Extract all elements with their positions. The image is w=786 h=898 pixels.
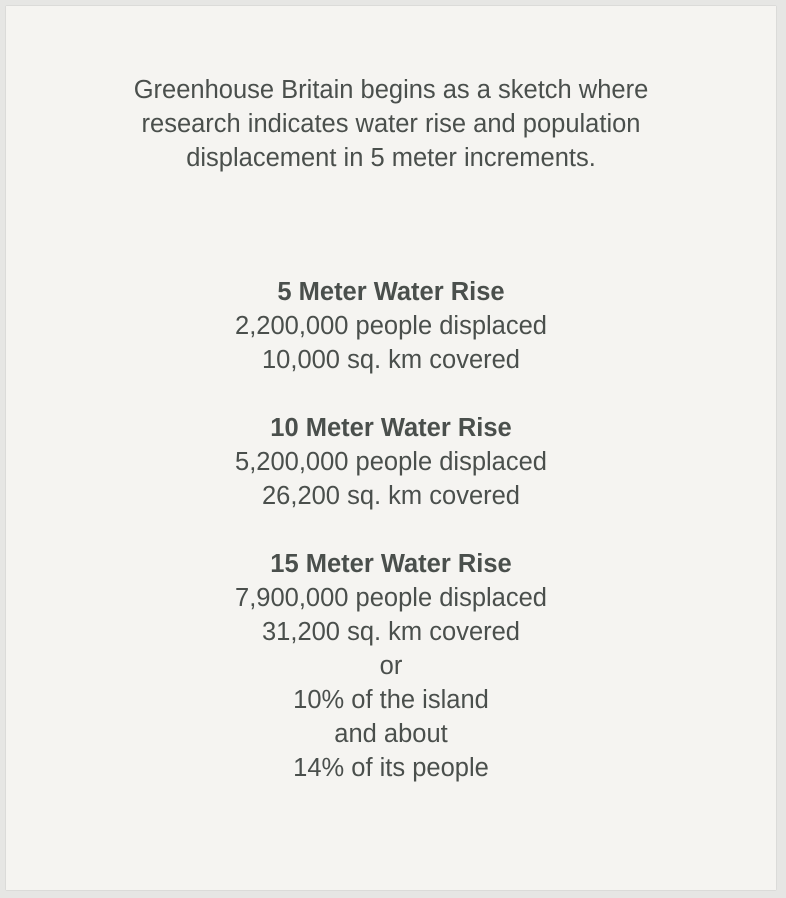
people-displaced: 7,900,000 people displaced (235, 584, 547, 612)
section-5-meter (6, 275, 776, 377)
section-15-meter (6, 547, 776, 785)
intro-line: displacement in 5 meter increments. (186, 144, 596, 172)
people-displaced: 2,200,000 people displaced (235, 312, 547, 340)
section-heading: 10 Meter Water Rise (270, 414, 512, 442)
area-covered: 31,200 sq. km covered (262, 618, 520, 646)
intro-line: research indicates water rise and population (141, 110, 641, 138)
intro-line: Greenhouse Britain begins as a sketch where (133, 76, 649, 104)
conjunction: or (379, 652, 403, 680)
section-heading: 5 Meter Water Rise (277, 278, 505, 306)
intro-paragraph (6, 73, 776, 175)
conjunction: and about (334, 720, 448, 748)
people-percentage: 14% of its people (293, 754, 489, 782)
section-10-meter (6, 411, 776, 513)
people-displaced: 5,200,000 people displaced (235, 448, 547, 476)
island-percentage: 10% of the island (293, 686, 489, 714)
area-covered: 26,200 sq. km covered (262, 482, 520, 510)
area-covered: 10,000 sq. km covered (262, 346, 520, 374)
paper-sheet (6, 6, 776, 890)
section-heading: 15 Meter Water Rise (270, 550, 512, 578)
